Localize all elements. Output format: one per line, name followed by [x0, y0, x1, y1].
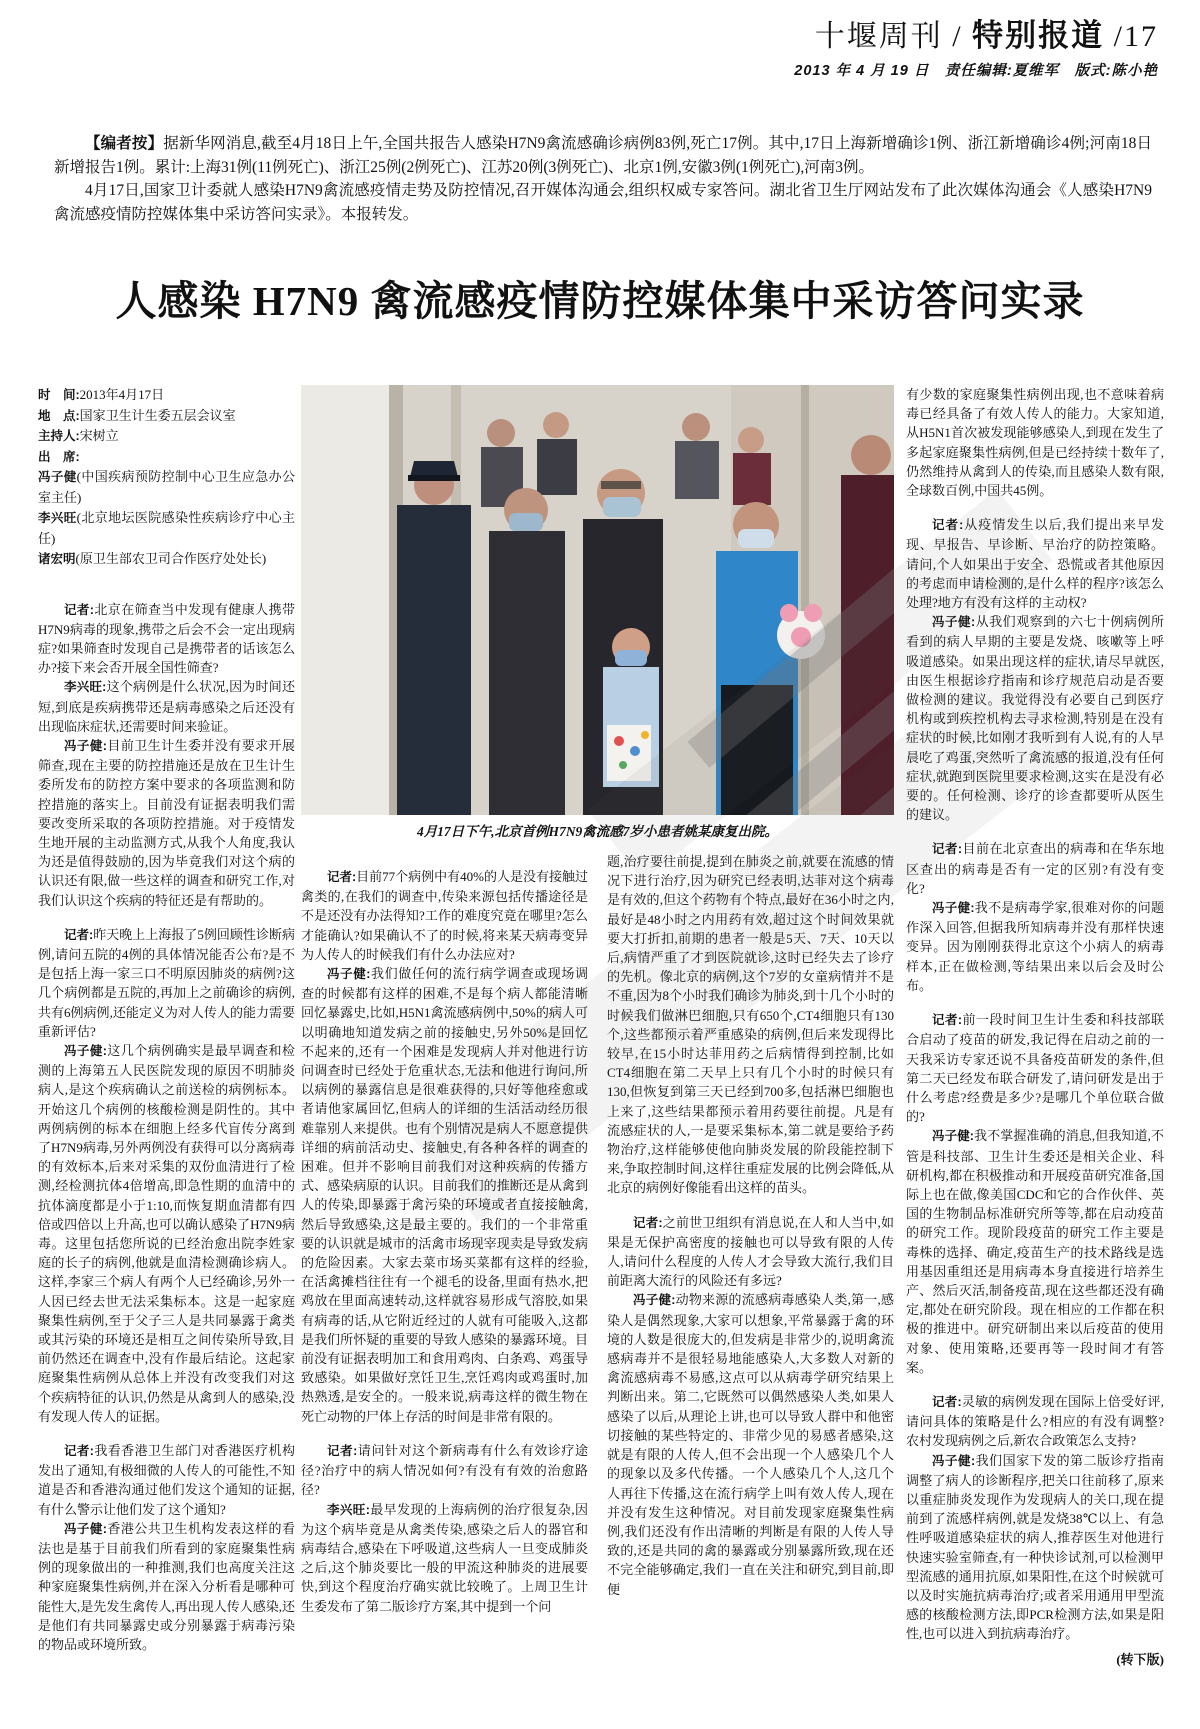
speaker-label: 记者: — [932, 842, 963, 857]
meta-label: 李兴旺 — [38, 511, 77, 525]
left-column — [38, 385, 295, 1654]
middle-column — [301, 385, 894, 1616]
editor-note-paragraph-2 — [54, 179, 1152, 226]
speaker-label: 记者: — [327, 1443, 358, 1458]
middle-column-1 — [301, 852, 588, 1616]
editor-note — [54, 132, 1152, 226]
meta-line: 李兴旺(北京地坛医院感染性疾病诊疗中心主任) — [38, 510, 295, 546]
speaker-label: 李兴旺: — [327, 1502, 370, 1517]
question-paragraph: 记者:目前在北京查出的病毒和在华东地区查出的病毒是否有一定的区别?有没有变化? — [906, 841, 1164, 896]
speaker-label: 记者: — [64, 602, 94, 617]
speaker-label: 冯子健: — [327, 967, 371, 982]
meta-line: 冯子健(中国疾病预防控制中心卫生应急办公室主任) — [38, 469, 295, 505]
meta-line — [38, 447, 295, 468]
paragraph: 冯子健:目前卫生计生委并没有要求开展筛查,现在主要的防控措施还是放在卫生计生委所发布的防控方案中要求的各项监测和防控措施的落实上。目前没有证据表明我们需要改变所采取的各项防控措施。对于疫情发生地开展的主动监测方式,从我个人角度,我认为还是值得鼓励的,因为毕竟我们对这个病的认识还有限,做一些这样的调查和研究工作,对我们认识这个疾病的特征还是有帮助的。 — [38, 737, 295, 908]
question-paragraph: 记者:灵敏的病例发现在国际上倍受好评,请问具体的策略是什么?相应的有没有调整?农村发现病例之后,新农合政策怎么支持? — [906, 1393, 1164, 1449]
speaker-label: 冯子健: — [932, 615, 976, 630]
masthead-dateline: 2013 年 4 月 19 日 责任编辑:夏维军 版式:陈小艳 — [794, 63, 1158, 79]
paragraph: 冯子健:我不掌握准确的消息,但我知道,不管是科技部、卫生计生委还是相关企业、科研机构,都在积极推动和开展疫苗研究准备,国际上也在做,像美国CDC和它的合作伙伴、英国的生物制品标准研究所等等,都在启动疫苗的研究工作。现阶段疫苗的研究工作主要是毒株的选择、确定,疫苗生产的技术路线是选用基因重组还是用病毒本身直接进行培养生产、然后灭活,制备疫苗,现在这些都还没有确定,都处在研究阶段。现在相应的工作都在积极的推进中。研究研制出来以后疫苗的使用对象、使用策略,还要再等一段时间才有答案。 — [906, 1128, 1164, 1375]
paragraph: 冯子健:动物来源的流感病毒感染人类,第一,感染人是偶然现象,大家可以想象,平常暴露于禽的环境的人数是很庞大的,但发病是非常少的,说明禽流感病毒并不是很轻易地能感染人,大多数人对新的禽流感病毒不易感,这点可以从病毒学研究结果上判断出来。第二,它既然可以偶然感染人类,如果人感染了以后,从理论上讲,也可以导致人群中和他密切接触的某些特定的、非常少见的易感者感染,这就是有限的人传人,但不会出现一个人感染几个人的现象以及多代传播。一个人感染几个人,这几个人再往下传播,这在流行病学上叫有效人传人,现在并没有发生这种情况。对目前发现家庭聚集性病例,我们还没有作出清晰的判断是有限的人传人导致的,还是共同的禽的暴露或分别暴露所致,现在还不完全能够确定,我们一直在关注和研究,到目前,即便 — [607, 1292, 894, 1597]
masthead-title — [38, 10, 1158, 55]
editor-note-tag: 【编者按】 — [85, 135, 164, 152]
paragraph: 冯子健:从我们观察到的六七十例病例所看到的病人早期的主要是发烧、咳嗽等上呼吸道感染。如果出现这样的症状,请尽早就医,由医生根据诊疗指南和诊疗规范启动是否要做检测的建议。我觉得没有必要自己到医疗机构或到疾控机构去寻求检测,特别是在没有症状的时候,比如刚才我听到有人说,有的人早晨吃了鸡蛋,突然听了禽流感的报道,没有任何症状,就跑到医院里要求检测,这实在是没有必要的。任何检测、诊疗的诊查都要听从医生的建议。 — [906, 614, 1164, 823]
paragraph: 冯子健:香港公共卫生机构发表这样的看法也是基于目前我们所看到的家庭聚集性病例的现象做出的一种推测,我们也高度关注这种家庭聚集性病例,并在深入分析看是哪种可能性大,是先发生禽传人,再出现人传人感染,还是他们有共同暴露史或分别暴露于病毒污染的物品或环境所致。 — [38, 1520, 295, 1653]
question-paragraph: 记者:之前世卫组织有消息说,在人和人当中,如果是无保护高密度的接触也可以导致有限的人传人,请问什么程度的人传人才会导致大流行,我们目前距离大流行的风险还有多远? — [607, 1214, 894, 1289]
question-paragraph: 记者:前一段时间卫生计生委和科技部联合启动了疫苗的研发,我记得在启动之前的一天我采访专家还说不具备疫苗研发的条件,但第二天已经发布联合研发了,请问研发是出于什么考虑?经费是多少?是哪几个单位联合做的? — [906, 1012, 1164, 1125]
speaker-label: 冯子健: — [64, 1043, 107, 1058]
meta-label: 主持人: — [38, 429, 80, 443]
article-headline: 人感染 H7N9 禽流感疫情防控媒体集中采访答问实录 — [115, 278, 1085, 324]
middle-column-2 — [607, 852, 894, 1616]
masthead — [38, 10, 1162, 80]
meta-label: 出 席: — [38, 449, 80, 464]
paragraph: 冯子健:我们做任何的流行病学调查或现场调查的时候都有这样的困难,不是每个病人都能清晰回忆暴露史,比如,H5N1禽流感病例中,50%的病人可以明确地知道发病之前的接触史,另外50%是回忆不起来的,还有一个困难是发现病人并对他进行访问调查时已经处于危重状态,无法和他进行询问,所以病例的暴露信息是很难获得的,只好等他痊愈或者请他家属回忆,但病人的详细的生活活动经历很难靠别人来提供。也有个别情况是病人不愿意提供详细的病前活动史、接触史,有各种各样的调查的困难。但并不影响目前我们对这种疾病的传播方式、感染病原的认识。目前我们的推断还是从禽到人的传染,即暴露于禽污染的环境或者直接接触禽,然后导致感染,这是最主要的。我们的一个非常重要的认识就是城市的活禽市场现宰现卖是导致发病的危险因素。大家去菜市场买菜都有这样的经验,在活禽摊档往往有一个褪毛的设备,里面有热水,把鸡放在里面高速转动,这样就容易形成气溶胶,如果有病毒的话,从它附近经过的人就有可能吸入,这都是我们所怀疑的重要的导致人感染的暴露环境。目前没有证据表明加工和食用鸡肉、白条鸡、鸡蛋导致感染。如果做好烹饪卫生,烹饪鸡肉或鸡蛋时,加热熟透,是安全的。一般来说,病毒这样的微生物在死亡动物的尸体上存活的时间是非常有限的。 — [301, 966, 588, 1424]
meta-line: 诸宏明(原卫生部农卫司合作医疗处处长) — [38, 551, 267, 566]
paragraph: (转下版) — [1116, 1651, 1164, 1667]
meeting-meta — [38, 385, 295, 570]
paragraph: 冯子健:我不是病毒学家,很难对你的问题作深入回答,但据我所知病毒并没有那样快速变异。因为刚刚获得北京这个小病人的病毒样本,正在做检测,等结果出来以后会及时公布。 — [906, 900, 1164, 993]
speaker-label: 冯子健: — [932, 1453, 976, 1468]
speaker-label: 记者: — [932, 1394, 962, 1409]
paragraph: 李兴旺:最早发现的上海病例的治疗很复杂,因为这个病毕竟是从禽类传染,感染之后人的器官和病毒结合,感染在下呼吸道,这些病人一旦变成肺炎之后,这个肺炎要比一般的甲流这种肺炎的进展要快,到这个程度治疗确实就比较晚了。上周卫生计生委发布了第二版诊疗方案,其中提到一个问 — [301, 1501, 588, 1614]
meta-line: 地 点:国家卫生计生委五层会议室 — [38, 407, 236, 423]
editor-note-paragraph-1 — [54, 132, 1152, 179]
meta-label: 诸宏明 — [38, 552, 76, 566]
question-paragraph: 记者:从疫情发生以后,我们提出来早发现、早报告、早诊断、早治疗的防控策略。请问,个人如果出于安全、恐慌或者其他原因的考虑而申请检测的,是什么样的程序?该怎么处理?地方有没有这样的主动权? — [906, 517, 1164, 611]
speaker-label: 冯子健: — [932, 901, 975, 916]
article-body — [38, 385, 1162, 1669]
paper-name: 十堰周刊 / — [814, 20, 963, 53]
speaker-label: 冯子健: — [64, 738, 107, 753]
question-paragraph: 记者:目前77个病例中有40%的人是没有接触过禽类的,在我们的调查中,传染来源包括传播途径是不是还没有办法得知?工作的难度究竟在哪里?怎么才能确认?如果确认不了的时候,将来某天病毒变异为人传人的时候我们有什么办法应对? — [301, 869, 589, 962]
speaker-label: 李兴旺: — [64, 680, 107, 695]
speaker-label: 冯子健: — [64, 1521, 107, 1536]
paragraph: 题,治疗要往前提,提到在肺炎之前,就要在流感的情况下进行治疗,因为研究已经表明,达菲对这个病毒是有效的,但这个药物有个特点,最好在36小时之内,最好是48小时之内用药有效,超过这个时间效果就要大打折扣,前期的患者一般是5天、7天、10天以后,病情严重了才到医院就诊,这时已经失去了诊疗的先机。像北京的病例,这个7岁的女童病情并不是不重,因为8个小时我们确诊为肺炎,到十几个小时的时候我们做淋巴细胞,只有650个,CT4细胞只有130个,这些都预示着严重感染的病例,但后来发现得比较早,在15小时达菲用药之后病情得到控制,比如CT4细胞在第二天早上只有几个小时的时候只有130,但恢复到第三天已经到700多,包括淋巴细胞也上来了,这些结果都预示着用药要往前提。凡是有流感症状的人,一是要采集标本,第二就是要给予药物治疗,这样能够使他向肺炎发展的阶段能控制下来,争取控制时间,这样往重症发展的比例会降低,从北京的病例好像能看出这样的苗头。 — [607, 854, 894, 1196]
speaker-label: 记者: — [932, 518, 964, 533]
speaker-label: 记者: — [64, 927, 94, 942]
section-name: 特别报道 — [972, 18, 1105, 53]
paragraph: 有少数的家庭聚集性病例出现,也不意味着病毒已经具备了有效人传人的能力。大家知道,从H5N1首次被发现能够感染人,到现在发生了多起家庭聚集性病例,但是已经持续十数年了,仍然维持从禽到人的传染,而且感染人数有限,全球数百例,中国共45例。 — [906, 387, 1164, 499]
speaker-label: 记者: — [633, 1215, 663, 1230]
question-paragraph: 记者:昨天晚上上海报了5例回顾性诊断病例,请问五院的4例的具体情况能否公布?是不是包括上海一家三口不明原因肺炎的病例?这几个病例都是五院的,再加上之前确诊的病例,共有6例病例,还能定义为对人传人的能力需要重新评估? — [38, 926, 295, 1039]
editor-note-text-1: 据新华网消息,截至4月18日上午,全国共报告人感染H7N9禽流感确诊病例83例,死亡17例。其中,17日上海新增确诊1例、浙江新增确诊4例;河南18日新增报告1例。累计:上海31例(11例死亡)、浙江25例(2例死亡)、江苏20例(3例死亡)、北京1例,安徽3例(1例死亡),河南3例。 — [54, 135, 1152, 176]
middle-text-columns — [301, 852, 894, 1616]
meta-label: 冯子健 — [38, 470, 77, 484]
news-photo — [301, 385, 894, 815]
speaker-label: 记者: — [327, 870, 357, 884]
paragraph: 李兴旺:这个病例是什么状况,因为时间还短,到底是疾病携带还是病毒感染之后还没有出现临床症状,还需要时间来验证。 — [38, 679, 295, 734]
question-paragraph: 记者:请问针对这个新病毒有什么有效诊疗途径?治疗中的病人情况如何?有没有有效的治愈路径? — [301, 1442, 588, 1498]
paragraph: 冯子健:我们国家下发的第二版诊疗指南调整了病人的诊断程序,把关口往前移了,原来以重症肺炎发现作为发现病人的关口,现在提前到了流感样病例,就是发烧38℃以上、有急性呼吸道感染症状的病人,推荐医生对他进行快速实验室筛查,有一种快诊试剂,可以检测甲型流感的通用抗原,如果阳性,在这个时候就可以及时实施抗病毒治疗;或者采用通用甲型流感的核酸检测方法,即PCR检测方法,如果是阳性,也可以进入到抗病毒治疗。 — [906, 1452, 1164, 1642]
meta-line: 时 间:2013年4月17日 — [38, 387, 165, 402]
editor-note-text-2: 4月17日,国家卫计委就人感染H7N9禽流感疫情走势及防控情况,召开媒体沟通会,组织权威专家答问。湖北省卫生厅网站发布了此次媒体沟通会《人感染H7N9禽流感疫情防控媒体集中采访答问实录》。本报转发。 — [54, 182, 1152, 223]
right-column — [906, 385, 1164, 1669]
meta-label: 地 点: — [38, 408, 80, 423]
speaker-label: 记者: — [932, 1013, 963, 1028]
meta-line: 主持人:宋树立 — [38, 428, 119, 443]
photo-caption: 4月17日下午,北京首例H7N9禽流感7岁小患者姚某康复出院。 — [416, 824, 779, 839]
question-paragraph: 记者:北京在筛查当中发现有健康人携带H7N9病毒的现象,携带之后会不会一定出现病症?如果筛查时发现自己是携带者的话该怎么办?接下来会否开展全国性筛查? — [38, 601, 295, 676]
speaker-label: 记者: — [64, 1444, 94, 1459]
speaker-label: 冯子健: — [932, 1129, 974, 1144]
paragraph: 冯子健:这几个病例确实是最早调查和检测的上海第五人民医院发现的原因不明肺炎病人,是这个疾病确认之前送检的病例标本。开始这几个病例的核酸检测是阴性的。其中两例病例的标本在细胞上经多代盲传分离到了H7N9病毒,另外两例没有获得可以分离病毒的有效标本,后来对采集的双份血清进行了检测,经检测抗体4倍增高,即急性期的血清中的抗体滴度都是小于1:10,而恢复期血清都有四倍或四倍以上升高,也可以确认感染了H7N9病毒。这里包括您所说的已经治愈出院李姓家庭的长子的病例,他就是血清检测确诊病人。这样,李家三个病人有两个人已经确诊,另外一人因已经去世无法采集标本。这是一起家庭聚集性病例,至于父子三人是共同暴露于禽类或其污染的环境还是相互之间传染所导致,目前仍然还在调查中,没有作最后结论。这起家庭聚集性病例从总体上并没有改变我们对这个疾病特征的认识,仍然是从禽到人的感染,没有发现人传人的证据。 — [38, 1042, 295, 1424]
meta-label: 时 间: — [38, 388, 80, 402]
speaker-label: 冯子健: — [633, 1293, 676, 1308]
page-number: /17 — [1113, 20, 1158, 53]
question-paragraph: 记者:我看香港卫生部门对香港医疗机构发出了通知,有极细微的人传人的可能性,不知道是否和香港沟通过他们发这个通知的证据,有什么警示让他们发了这个通知? — [38, 1443, 295, 1517]
left-column-text — [38, 600, 295, 1655]
